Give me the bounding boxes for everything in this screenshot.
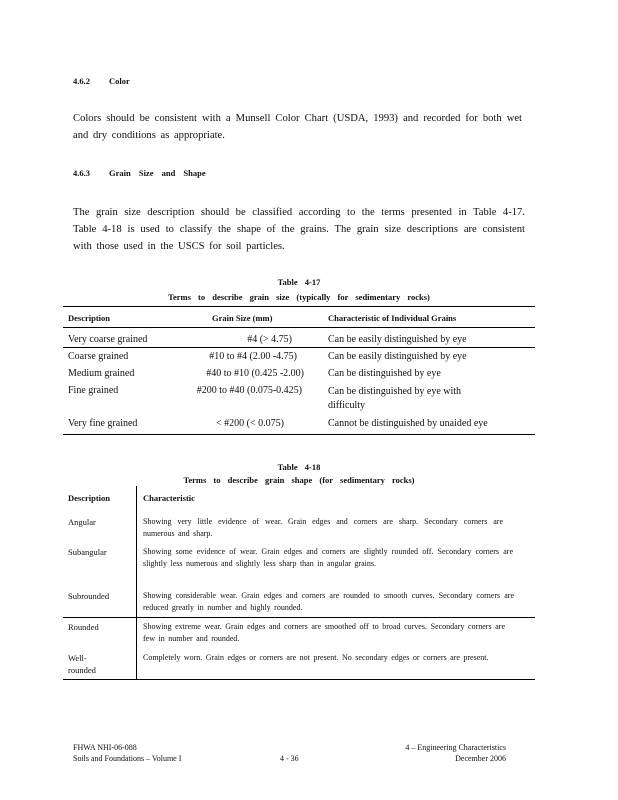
table18-cell: Showing considerable wear. Grain edges and corners are rounded to smooth curves. Secondary corners are reduced greatly in number and highly rounded. [143, 591, 514, 612]
table18-header-description: Description [68, 493, 111, 503]
section-title: Grain Size and Shape [109, 168, 206, 178]
table18-header-characteristic: Characteristic [143, 493, 195, 503]
table17-header-grain-size: Grain Size (mm) [212, 313, 273, 323]
table17-cell: #10 to #4 (2.00 -4.75) [209, 351, 297, 362]
table17-caption: Terms to describe grain size (typically for sedimentary rocks) [168, 292, 430, 302]
footer-page-number: 4 - 36 [280, 754, 299, 763]
table17-cell: Fine grained [68, 385, 119, 396]
table18-cell: Showing very little evidence of wear. Grain edges and corners are sharp. Secondary corners are numerous and sharp. [143, 517, 503, 538]
grain-paragraph: The grain size description should be classified according to the terms presented in Table 4-17. Table 4-18 is used to classify the shape of the grains. The grain size descriptions are consistent with those used in the USCS for soil particles. [73, 207, 525, 252]
table17-cell: Very coarse grained [68, 334, 148, 345]
table17-cell: Can be easily distinguished by eye [328, 351, 467, 362]
color-paragraph: Colors should be consistent with a Munsell Color Chart (USDA, 1993) and recorded for both wet and dry conditions as appropriate. [73, 113, 522, 141]
table17-cell: #4 (> 4.75) [247, 334, 292, 345]
table18-cell: Showing some evidence of wear. Grain edges and corners are slightly rounded off. Secondary corners are slightly less numerous and slightly less sharp than in angular grains. [143, 547, 513, 568]
table18-cell: Showing extreme wear. Grain edges and corners are smoothed off to broad curves. Secondary corners are few in number and rounded. [143, 622, 505, 643]
table17-cell: #40 to #10 (0.425 -2.00) [206, 368, 304, 379]
footer-manual-title: Soils and Foundations – Volume I [73, 754, 182, 763]
table17-cell: < #200 (< 0.075) [216, 418, 284, 429]
table17-cell: Can be distinguished by eye [328, 368, 441, 379]
table18-cell: Rounded [68, 622, 99, 632]
table17-cell: Coarse grained [68, 351, 129, 362]
footer-left [73, 742, 181, 764]
table17-header-characteristic: Characteristic of Individual Grains [328, 313, 457, 323]
table-vertical-rule [136, 486, 137, 679]
table-rule [63, 617, 535, 618]
footer-date: December 2006 [455, 754, 506, 763]
footer-chapter: 4 – Engineering Characteristics [405, 743, 506, 752]
table17-cell: Medium grained [68, 368, 135, 379]
footer-report-number: FHWA NHI-06-088 [73, 743, 137, 752]
table17-cell: #200 to #40 (0.075-0.425) [196, 385, 302, 396]
table18-label: Table 4-18 [277, 462, 321, 472]
table17-header-description: Description [68, 313, 111, 323]
table-rule [63, 679, 535, 680]
section-number: 4.6.3 [73, 168, 90, 178]
table18-caption: Terms to describe grain shape (for sedimentary rocks) [183, 475, 415, 485]
table18-cell: Completely worn. Grain edges or corners are not present. No secondary edges or corners are present. [143, 653, 489, 662]
table17-label: Table 4-17 [277, 277, 321, 287]
table17-cell: Can be distinguished by eye with difficulty [328, 386, 462, 411]
table18-cell: Subangular [68, 547, 107, 557]
table18-cell: Subrounded [68, 591, 110, 601]
table18-cell: Well-rounded [68, 653, 96, 675]
table17-cell: Can be easily distinguished by eye [328, 334, 467, 345]
footer-right [398, 742, 506, 764]
table17-cell: Very fine grained [68, 418, 138, 429]
table17-cell: Cannot be distinguished by unaided eye [328, 418, 488, 429]
table18-cell: Angular [68, 517, 96, 527]
section-title: Color [109, 76, 130, 86]
section-number: 4.6.2 [73, 76, 90, 86]
